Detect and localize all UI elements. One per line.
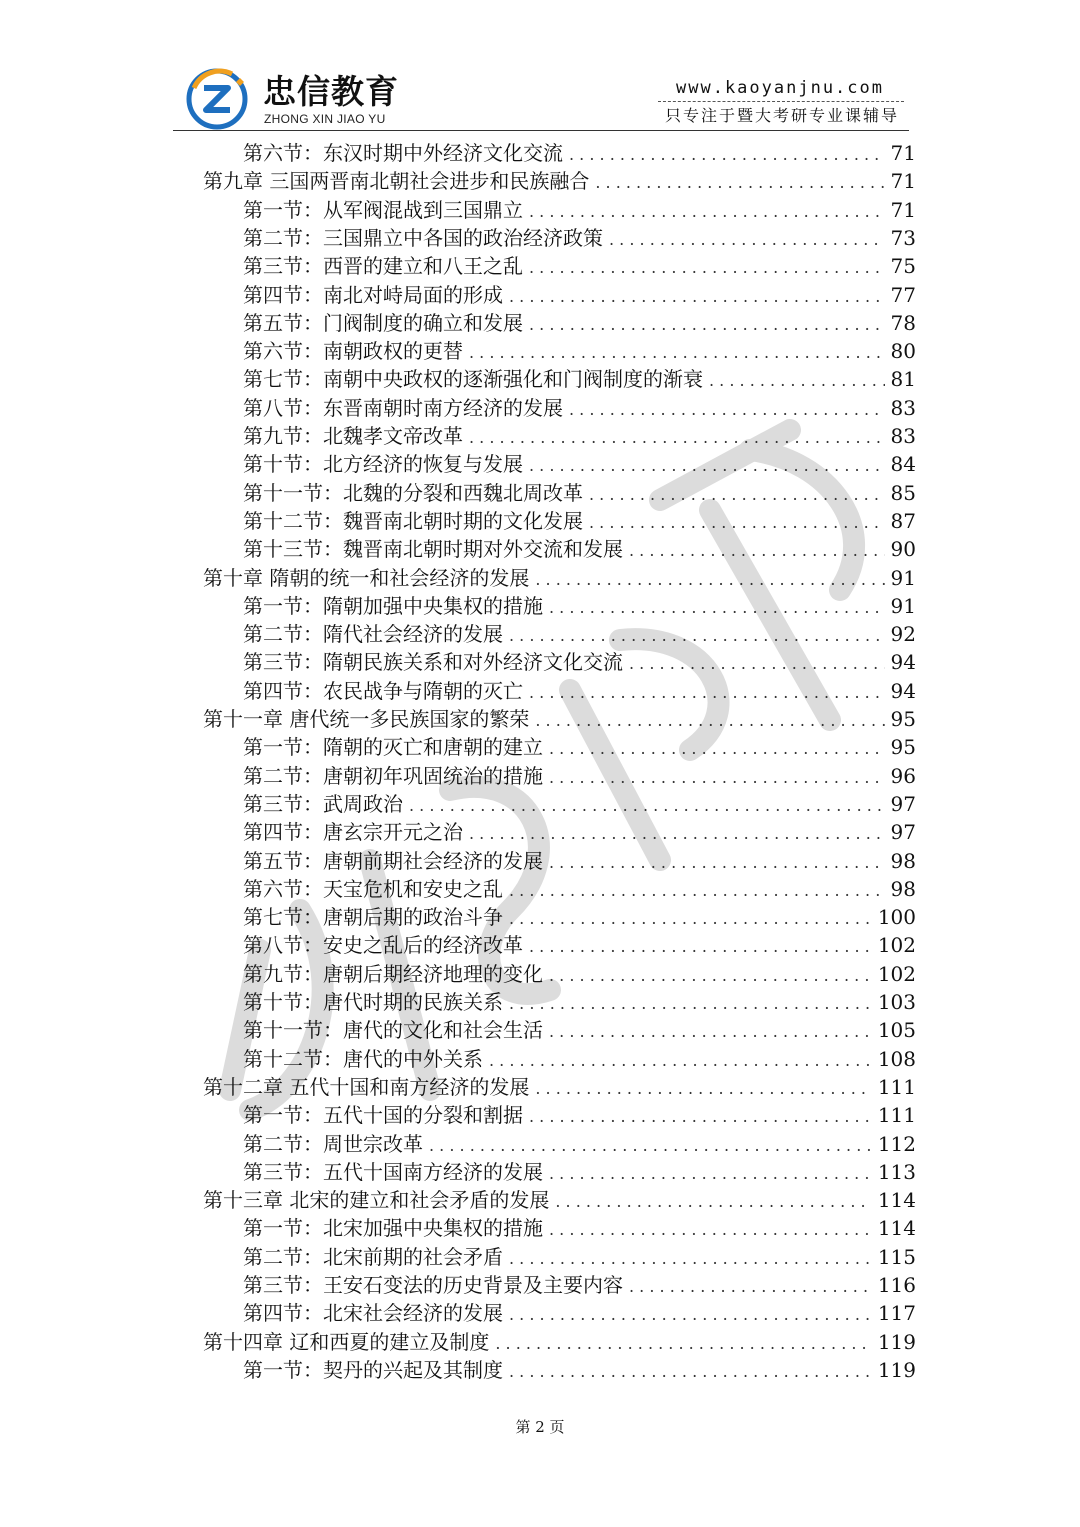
toc-section-row <box>243 790 916 818</box>
toc-entry-page: 111 <box>877 1074 916 1099</box>
toc-entry-title: 第三节：王安石变法的历史背景及主要内容 <box>243 1273 623 1297</box>
toc-section-row <box>243 931 916 959</box>
toc-entry-title: 第八节：东晋南朝时南方经济的发展 <box>243 395 563 420</box>
site-url: www.kaoyanjnu.com <box>676 78 884 98</box>
toc-entry-page: 71 <box>890 169 916 194</box>
toc-entry-page: 90 <box>890 537 916 562</box>
toc-entry-page: 85 <box>890 480 916 505</box>
toc-entry-page: 91 <box>890 565 916 590</box>
toc-entry-title: 第十三章 北宋的建立和社会矛盾的发展 <box>203 1188 550 1213</box>
toc-entry-page: 73 <box>890 225 916 250</box>
toc-dot-leader <box>469 424 885 452</box>
toc-section-row <box>243 450 916 478</box>
toc-entry-page: 112 <box>877 1131 916 1156</box>
toc-dot-leader <box>709 367 885 395</box>
toc-entry-title: 第十一节：北魏的分裂和西魏北周改革 <box>243 480 583 505</box>
toc-chapter-row <box>203 705 916 733</box>
toc-section-row <box>243 620 916 648</box>
toc-entry-title: 第一节：契丹的兴起及其制度 <box>243 1357 503 1382</box>
toc-entry-page: 87 <box>890 508 916 533</box>
toc-dot-leader <box>549 1160 872 1188</box>
toc-section-row <box>243 1356 916 1384</box>
toc-entry-title: 第十一节：唐代的文化和社会生活 <box>243 1018 543 1043</box>
toc-entry-page: 71 <box>890 197 916 222</box>
toc-entry-page: 77 <box>890 282 916 307</box>
toc-dot-leader <box>529 198 885 226</box>
toc-entry-page: 116 <box>877 1273 916 1297</box>
toc-dot-leader <box>549 849 885 877</box>
toc-entry-title: 第一节：从军阀混战到三国鼎立 <box>243 197 523 222</box>
toc-dot-leader <box>549 962 872 990</box>
toc-dot-leader <box>569 141 885 169</box>
toc-entry-title: 第十二节：魏晋南北朝时期的文化发展 <box>243 508 583 533</box>
toc-entry-page: 111 <box>877 1103 916 1128</box>
toc-section-row <box>243 1101 916 1129</box>
toc-dot-leader <box>549 764 885 792</box>
toc-dot-leader <box>529 679 885 707</box>
toc-entry-page: 114 <box>877 1188 916 1213</box>
toc-section-row <box>243 507 916 535</box>
toc-entry-title: 第四节：农民战争与隋朝的灭亡 <box>243 678 523 703</box>
toc-entry-title: 第十节：唐代时期的民族关系 <box>243 990 503 1014</box>
toc-section-row <box>243 224 916 252</box>
toc-section-row <box>243 337 916 365</box>
toc-entry-page: 75 <box>890 254 916 279</box>
toc-entry-page: 117 <box>877 1301 916 1326</box>
toc-entry-page: 97 <box>890 820 916 845</box>
toc-section-row <box>243 196 916 224</box>
toc-entry-page: 81 <box>890 367 916 392</box>
toc-section-row <box>243 1243 916 1271</box>
toc-dot-leader <box>429 1132 872 1160</box>
toc-entry-title: 第九节：北魏孝文帝改革 <box>243 424 463 448</box>
toc-entry-title: 第十四章 辽和西夏的建立及制度 <box>203 1329 490 1354</box>
toc-dot-leader <box>549 1216 872 1244</box>
toc-dot-leader <box>549 1018 872 1046</box>
toc-section-row <box>243 818 916 846</box>
toc-dot-leader <box>535 1075 871 1103</box>
toc-entry-title: 第三节：五代十国南方经济的发展 <box>243 1159 543 1184</box>
toc-entry-title: 第一节：隋朝加强中央集权的措施 <box>243 593 543 618</box>
toc-entry-page: 91 <box>890 593 916 618</box>
toc-section-row <box>243 648 916 676</box>
toc-entry-title: 第四节：南北对峙局面的形成 <box>243 282 503 307</box>
toc-dot-leader <box>529 933 872 961</box>
toc-entry-page: 92 <box>890 622 916 647</box>
toc-section-row <box>243 139 916 167</box>
toc-section-row <box>243 875 916 903</box>
toc-section-row <box>243 1271 916 1299</box>
toc-entry-title: 第五节：门阀制度的确立和发展 <box>243 310 523 335</box>
toc-dot-leader <box>569 396 885 424</box>
toc-entry-title: 第二节：三国鼎立中各国的政治经济政策 <box>243 225 603 250</box>
site-slogan: 只专注于暨大考研专业课辅导 <box>664 106 899 125</box>
toc-entry-title: 第三节：武周政治 <box>243 791 403 816</box>
toc-entry-title: 第一节：北宋加强中央集权的措施 <box>243 1216 543 1241</box>
toc-dot-leader <box>495 1330 871 1358</box>
toc-section-row <box>243 1299 916 1327</box>
toc-dot-leader <box>589 481 885 509</box>
toc-dot-leader <box>489 1047 872 1075</box>
toc-entry-title: 第四节：北宋社会经济的发展 <box>243 1301 503 1326</box>
toc-section-row <box>243 847 916 875</box>
toc-section-row <box>243 1214 916 1242</box>
toc-dot-leader <box>535 707 884 735</box>
toc-dot-leader <box>469 820 885 848</box>
toc-entry-page: 119 <box>877 1329 916 1354</box>
toc-dot-leader <box>535 566 884 594</box>
toc-chapter-row <box>203 1073 916 1101</box>
toc-entry-title: 第十章 隋朝的统一和社会经济的发展 <box>203 565 530 590</box>
toc-dot-leader <box>509 283 885 311</box>
toc-entry-title: 第九章 三国两晋南北朝社会进步和民族融合 <box>203 169 590 194</box>
toc-entry-title: 第五节：唐朝前期社会经济的发展 <box>243 848 543 873</box>
toc-entry-page: 100 <box>877 905 916 930</box>
toc-entry-title: 第九节：唐朝后期经济地理的变化 <box>243 961 543 986</box>
url-underline <box>658 101 904 102</box>
page-number: 第 2 页 <box>515 1418 565 1436</box>
toc-section-row <box>243 394 916 422</box>
toc-entry-page: 113 <box>877 1159 916 1184</box>
toc-chapter-row <box>203 167 916 195</box>
brand-pinyin: ZHONG XIN JIAO YU <box>264 112 386 126</box>
toc-section-row <box>243 252 916 280</box>
toc-entry-title: 第七节：南朝中央政权的逐渐强化和门阀制度的渐衰 <box>243 367 703 392</box>
toc-entry-title: 第二节：北宋前期的社会矛盾 <box>243 1244 503 1269</box>
toc-section-row <box>243 592 916 620</box>
toc-entry-page: 80 <box>890 339 916 364</box>
toc-entry-page: 95 <box>890 735 916 760</box>
toc-entry-page: 97 <box>890 791 916 816</box>
toc-entry-page: 83 <box>890 424 916 448</box>
toc-dot-leader <box>629 537 885 565</box>
toc-section-row <box>243 281 916 309</box>
toc-entry-page: 103 <box>877 990 916 1014</box>
toc-entry-title: 第三节：西晋的建立和八王之乱 <box>243 254 523 279</box>
toc-section-row <box>243 1130 916 1158</box>
toc-entry-title: 第二节：周世宗改革 <box>243 1131 423 1156</box>
toc-entry-title: 第十一章 唐代统一多民族国家的繁荣 <box>203 707 530 731</box>
toc-entry-title: 第一节：五代十国的分裂和割据 <box>243 1103 523 1128</box>
toc-entry-title: 第十二章 五代十国和南方经济的发展 <box>203 1074 530 1099</box>
toc-section-row <box>243 479 916 507</box>
toc-dot-leader <box>629 1273 872 1301</box>
toc-dot-leader <box>509 1358 872 1386</box>
toc-dot-leader <box>509 1301 872 1329</box>
toc-section-row <box>243 365 916 393</box>
toc-entry-title: 第三节：隋朝民族关系和对外经济文化交流 <box>243 650 623 675</box>
page-header <box>0 0 1080 135</box>
toc-dot-leader <box>469 339 885 367</box>
toc-dot-leader <box>529 452 885 480</box>
toc-chapter-row <box>203 1186 916 1214</box>
toc-section-row <box>243 988 916 1016</box>
toc-dot-leader <box>509 622 885 650</box>
toc-dot-leader <box>509 877 885 905</box>
toc-entry-page: 98 <box>890 848 916 873</box>
toc-dot-leader <box>629 650 885 678</box>
toc-dot-leader <box>609 226 885 254</box>
toc-entry-page: 105 <box>877 1018 916 1043</box>
toc-dot-leader <box>595 169 884 197</box>
toc-section-row <box>243 309 916 337</box>
toc-dot-leader <box>549 594 885 622</box>
toc-section-row <box>243 903 916 931</box>
toc-entry-title: 第二节：唐朝初年巩固统治的措施 <box>243 763 543 788</box>
toc-entry-page: 94 <box>890 678 916 703</box>
toc-dot-leader <box>409 792 885 820</box>
toc-entry-page: 114 <box>877 1216 916 1241</box>
toc-dot-leader <box>529 311 885 339</box>
toc-dot-leader <box>529 254 885 282</box>
toc-entry-title: 第七节：唐朝后期的政治斗争 <box>243 905 503 930</box>
toc-chapter-row <box>203 564 916 592</box>
toc-section-row <box>243 677 916 705</box>
toc-section-row <box>243 960 916 988</box>
toc-dot-leader <box>509 905 872 933</box>
toc-entry-page: 83 <box>890 395 916 420</box>
toc-entry-page: 94 <box>890 650 916 675</box>
toc-entry-title: 第八节：安史之乱后的经济改革 <box>243 933 523 958</box>
toc-entry-title: 第二节：隋代社会经济的发展 <box>243 622 503 647</box>
toc-entry-title: 第十节：北方经济的恢复与发展 <box>243 452 523 477</box>
toc-section-row <box>243 1158 916 1186</box>
toc-section-row <box>243 1016 916 1044</box>
toc-entry-title: 第六节：天宝危机和安史之乱 <box>243 876 503 901</box>
toc-section-row <box>243 1045 916 1073</box>
toc-entry-title: 第十二节：唐代的中外关系 <box>243 1046 483 1071</box>
toc-entry-page: 78 <box>890 310 916 335</box>
brand-name: 忠信教育 <box>263 72 399 111</box>
toc-entry-page: 119 <box>877 1357 916 1382</box>
toc-entry-title: 第六节：南朝政权的更替 <box>243 339 463 364</box>
toc-dot-leader <box>509 990 872 1018</box>
toc-dot-leader <box>509 1245 872 1273</box>
toc-entry-page: 95 <box>890 707 916 731</box>
toc-entry-title: 第十三节：魏晋南北朝时期对外交流和发展 <box>243 537 623 562</box>
toc-dot-leader <box>549 735 885 763</box>
toc-entry-title: 第四节：唐玄宗开元之治 <box>243 820 463 845</box>
toc-entry-title: 第六节：东汉时期中外经济文化交流 <box>243 141 563 165</box>
toc-chapter-row <box>203 1328 916 1356</box>
zx-logo-icon <box>186 68 248 130</box>
toc-entry-page: 98 <box>890 876 916 901</box>
toc-section-row <box>243 733 916 761</box>
toc-section-row <box>243 535 916 563</box>
toc-entry-page: 102 <box>877 961 916 986</box>
toc-section-row <box>243 422 916 450</box>
toc-entry-title: 第一节：隋朝的灭亡和唐朝的建立 <box>243 735 543 760</box>
toc-entry-page: 84 <box>890 452 916 477</box>
toc-dot-leader <box>555 1188 871 1216</box>
toc-entry-page: 102 <box>877 933 916 958</box>
toc-dot-leader <box>529 1103 872 1131</box>
toc-entry-page: 115 <box>877 1244 916 1269</box>
toc-entry-page: 71 <box>890 141 916 165</box>
toc-section-row <box>243 762 916 790</box>
header-divider <box>173 130 909 131</box>
toc-dot-leader <box>589 509 885 537</box>
toc-entry-page: 96 <box>890 763 916 788</box>
toc-entry-page: 108 <box>877 1046 916 1071</box>
